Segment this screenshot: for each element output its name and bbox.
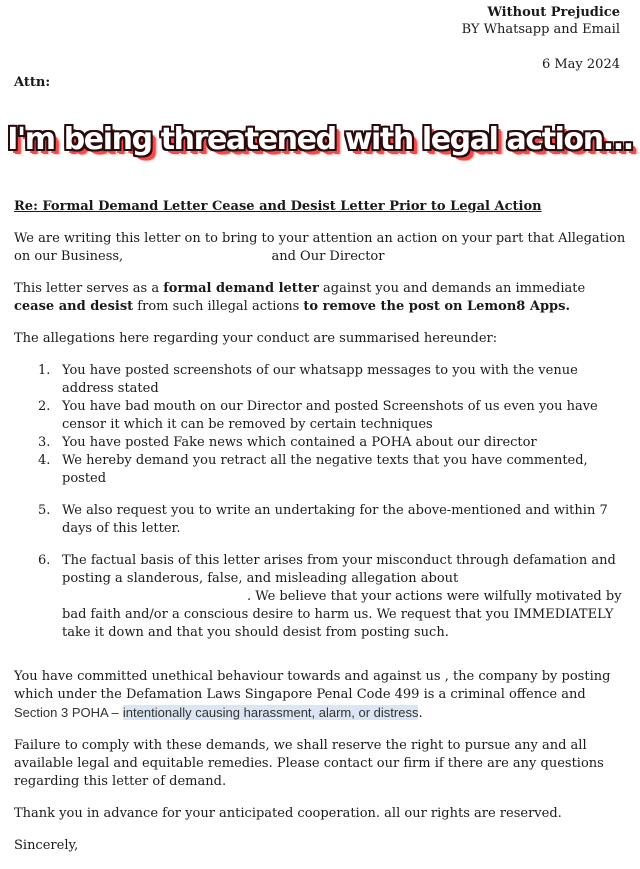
attn-label: Attn:: [14, 75, 51, 90]
thanks-paragraph: Thank you in advance for your anticipated cooperation. all our rights are reserved.: [14, 806, 562, 821]
list-item: 6. The factual basis of this letter arises from your misconduct through defamation and posting a slanderous, false, and misleading allegation about . We believe that your actions were wilfully motivated by bad faith and/or a conscious desire to harm us. We request that you IMMEDIATELY take it down and that you should desist from posting such.: [38, 553, 622, 640]
list-item: 3. You have posted Fake news which contained a POHA about our director: [38, 435, 537, 450]
remedies-paragraph: Failure to comply with these demands, we shall reserve the right to pursue any and all available legal and equitable remedies. Please contact our firm if there are any questions regarding this letter of demand.: [14, 738, 604, 789]
letter-body: [14, 198, 626, 869]
letter-date: 6 May 2024: [541, 57, 620, 72]
highlighted-text: intentionally causing harassment, alarm, or distress: [122, 705, 419, 720]
subject-line: Re: Formal Demand Letter Cease and Desist Letter Prior to Legal Action: [14, 199, 542, 214]
offence-paragraph: You have committed unethical behaviour towards and against us , the company by posting which under the Defamation Laws Singapore Penal Code 499 is a criminal offence and Section 3 POHA – intentionally causing harassment, alarm, or distress.: [14, 669, 611, 721]
allegations-intro: The allegations here regarding your conduct are summarised hereunder:: [14, 331, 498, 346]
signoff: Sincerely,: [14, 838, 79, 853]
overlay-caption: I'm being threatened with legal action...: [7, 122, 633, 157]
list-item: 4. We hereby demand you retract all the negative texts that you have commented, posted: [38, 453, 588, 486]
list-item: 5. We also request you to write an undertaking for the above-mentioned and within 7 days of this letter.: [38, 503, 608, 536]
demand-paragraph: This letter serves as a formal demand letter against you and demands an immediate cease and desist from such illegal actions to remove the post on Lemon8 Apps.: [14, 281, 586, 314]
list-item: 1. You have posted screenshots of our whatsapp messages to you with the venue address stated: [38, 363, 578, 396]
delivery-method: BY Whatsapp and Email: [461, 22, 620, 37]
intro-paragraph: We are writing this letter on to bring to your attention an action on your part that Allegation on our Business, and Our Director: [14, 231, 626, 264]
list-item: 2. You have bad mouth on our Director and posted Screenshots of us even you have censor it which it can be removed by certain techniques: [38, 399, 598, 432]
without-prejudice-label: Without Prejudice: [487, 5, 620, 20]
allegations-list: [14, 362, 626, 642]
